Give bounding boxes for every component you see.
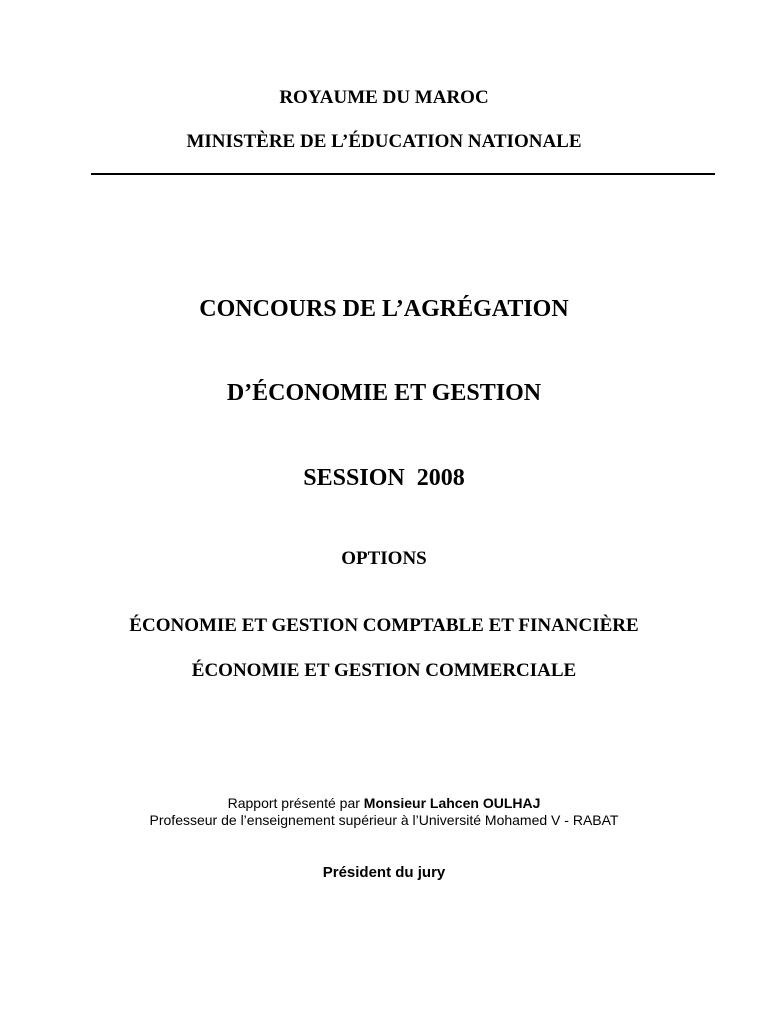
jury-role: Président du jury — [322, 864, 446, 881]
report-intro: Rapport présenté par — [227, 795, 364, 811]
header-divider — [91, 173, 715, 175]
exam-session: SESSION 2008 — [303, 465, 465, 491]
options-heading: OPTIONS — [341, 548, 427, 569]
report-presenter-line — [0, 795, 768, 811]
option-item: ÉCONOMIE ET GESTION COMPTABLE ET FINANCIÈRE — [129, 615, 639, 636]
option-item: ÉCONOMIE ET GESTION COMMERCIALE — [191, 660, 577, 681]
ministry-heading: MINISTÈRE DE L’ÉDUCATION NATIONALE — [186, 131, 582, 152]
exam-discipline: D’ÉCONOMIE ET GESTION — [226, 380, 542, 406]
exam-title: CONCOURS DE L’AGRÉGATION — [199, 296, 569, 322]
kingdom-heading: ROYAUME DU MAROC — [279, 87, 489, 108]
presenter-name: Monsieur Lahcen OULHAJ — [363, 795, 541, 811]
presenter-affiliation: Professeur de l’enseignement supérieur à l’Université Mohamed V - RABAT — [149, 812, 619, 828]
